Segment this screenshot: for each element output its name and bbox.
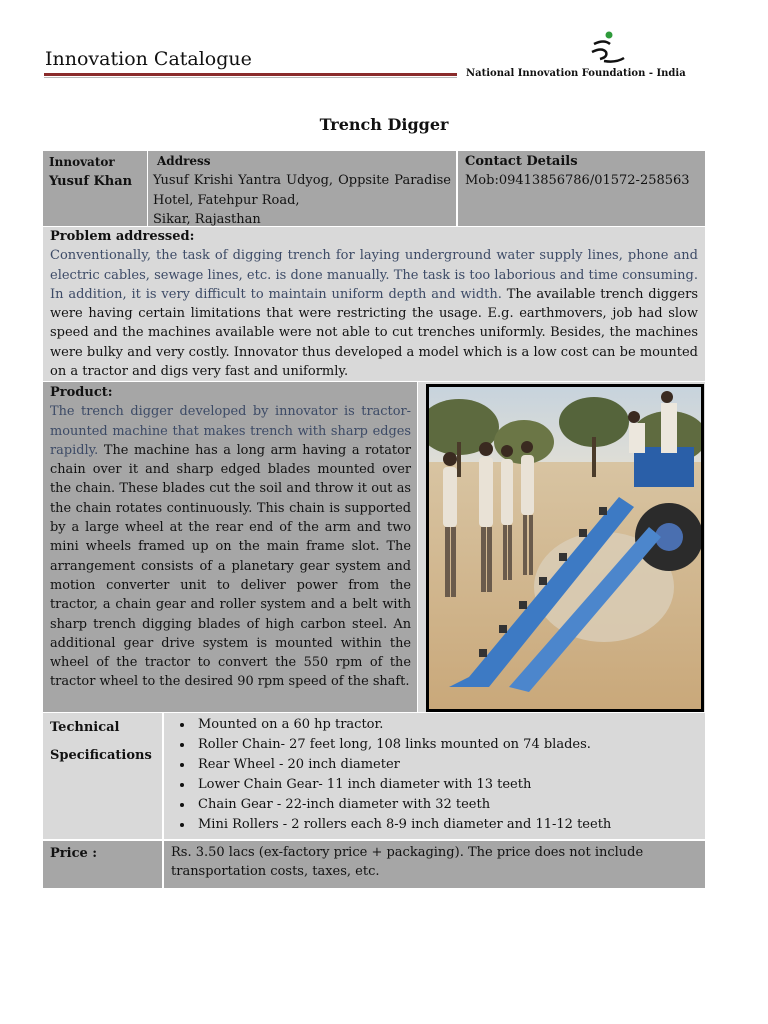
trench-digger-photo [426,384,704,712]
document-title: Trench Digger [319,115,449,134]
header-rule-shadow [44,77,457,78]
price-label-cell [43,841,162,888]
spec-item: • Roller Chain- 27 feet long, 108 links mounted on 74 blades. [194,735,699,755]
problem-text: The available trench diggers were having certain limitations that were restricting the usage. E.g. earthmovers, job had slow speed and the machines available were not able to cut trenches uniformly. Besides, the machines were bulky and very costly. Innovator thus developed a model which is a low cost can be mounted on a tractor and digs very fast and uniformly. [50,286,699,380]
address-line2: Sikar, Rajasthan [153,211,261,227]
spec-item: • Chain Gear - 22-inch diameter with 32 teeth [194,795,699,815]
product-label: Product: [50,385,113,400]
product-text-highlight: The trench digger developed by innovator is tractor-mounted machine that makes trench with sharp edges rapidly. [50,404,411,458]
trench-digger-illustration [429,387,701,709]
innovator-cell [43,151,147,226]
spec-item: • Rear Wheel - 20 inch diameter [194,755,699,775]
specs-list-cell [164,713,705,839]
problem-text-highlight: Conventionally, the task of digging trench for laying underground water supply lines, phone and electric cables, sewage lines, etc. is done manually. The task is too laborious and time consuming. In addition, it is very difficult to maintain uniform depth and width. [50,248,698,302]
price-label: Price : [50,846,98,861]
specs-label-line2: Specifications [50,748,152,763]
product-text: The machine has a long arm having a rotator chain over it and sharp edged blades mounted over the chain. These blades cut the soil and throw it out as the chain rotates continuously. This chain is supported by a large wheel at the rear end of the arm and two mini wheels framed up on the main frame slot. The arrangement consists of a planetary gear system and motion converter unit to deliver power from the tractor, a chain gear and roller system and a belt with sharp trench digging blades of high carbon steel. An additional gear drive system is mounted within the wheel of the tractor to convert the 550 rpm of the tractor wheel to the desired 90 rpm speed of the shaft. [50,442,411,690]
address-line1: Yusuf Krishi Yantra Udyog, Oppsite Paradise Hotel, Fatehpur Road, [153,173,451,208]
contact-value: Mob:09413856786/01572-258563 [465,173,690,189]
spec-item: • Mounted on a 60 hp tractor. [194,715,699,735]
innovator-label: Innovator [49,155,115,169]
problem-cell [43,227,705,381]
price-value: Rs. 3.50 lacs (ex-factory price + packaging). The price does not include transportation costs, taxes, etc. [171,845,644,880]
innovator-name: Yusuf Khan [49,174,133,190]
problem-label: Problem addressed: [50,229,195,244]
specs-label-cell [43,713,162,839]
header-rule [44,73,457,76]
spec-item: • Mini Rollers - 2 rollers each 8-9 inch diameter and 11-12 teeth [194,815,699,835]
price-value-cell [164,841,705,888]
address-cell [148,151,456,226]
specs-label-line1: Technical [50,720,120,735]
organization-name: National Innovation Foundation - India [466,68,686,79]
product-cell [43,382,417,712]
catalogue-title: Innovation Catalogue [45,48,252,70]
address-label: Address [157,154,211,168]
contact-label: Contact Details [465,154,578,169]
nif-logo-icon [580,30,630,66]
spec-item: • Lower Chain Gear- 11 inch diameter with 13 teeth [194,775,699,795]
contact-cell [458,151,705,226]
specs-list [170,715,699,835]
